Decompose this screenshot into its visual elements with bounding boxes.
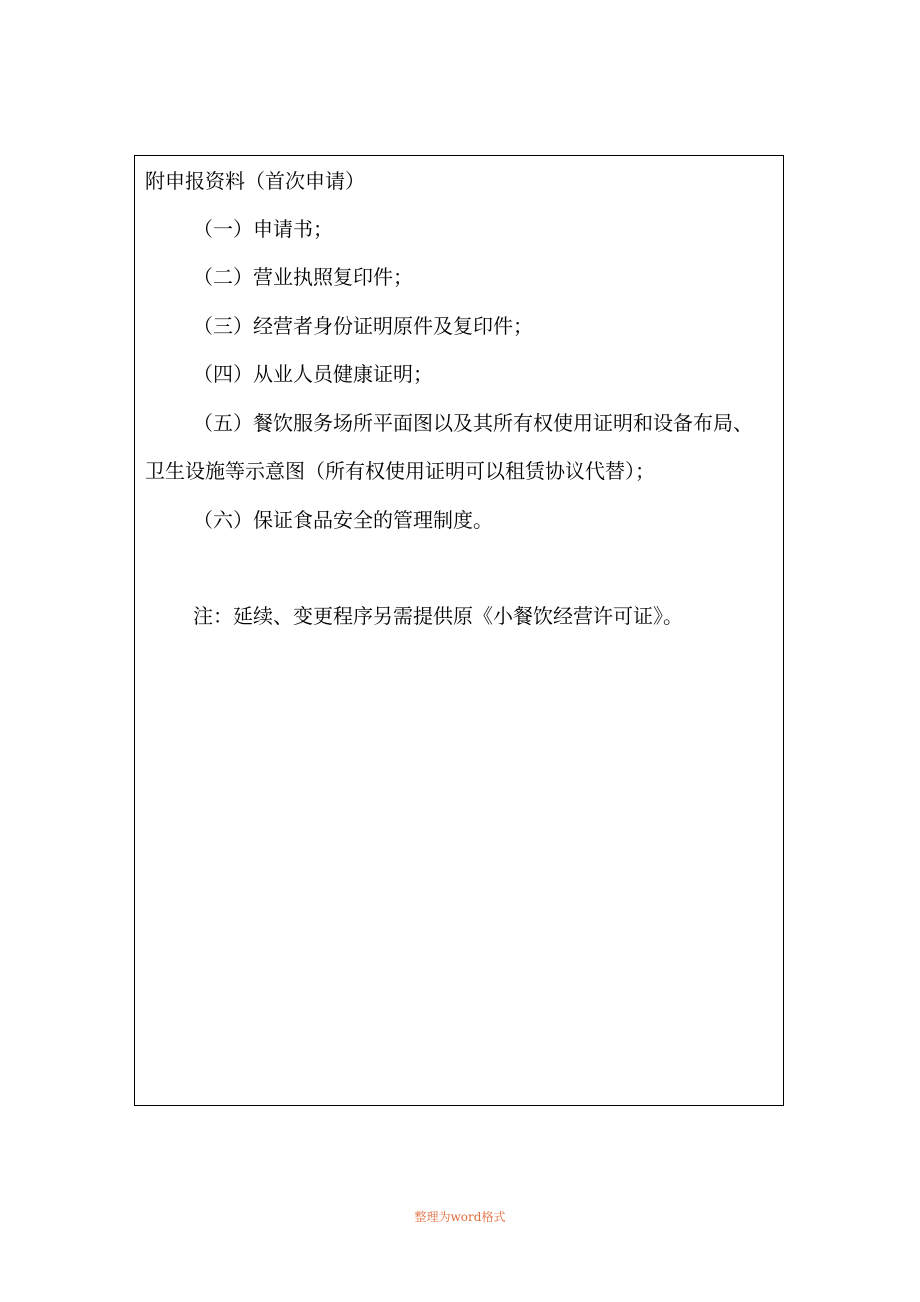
list-item-4: （四）从业人员健康证明； — [193, 362, 433, 386]
list-item-1: （一）申请书； — [193, 217, 333, 241]
list-item-3: （三）经营者身份证明原件及复印件； — [193, 314, 533, 338]
section-title: 附申报资料（首次申请） — [145, 169, 365, 193]
list-item-6: （六）保证食品安全的管理制度。 — [193, 508, 493, 532]
list-item-5: （五）餐饮服务场所平面图以及其所有权使用证明和设备布局、 — [193, 411, 753, 435]
renewal-note: 注：延续、变更程序另需提供原《小餐饮经营许可证》。 — [193, 604, 683, 628]
form-box — [134, 155, 784, 1106]
list-item-2: （二）营业执照复印件； — [193, 265, 413, 289]
footer-watermark: 整理为word格式 — [414, 1210, 506, 1224]
list-item-5-continued: 卫生设施等示意图（所有权使用证明可以租赁协议代替）； — [145, 459, 655, 483]
